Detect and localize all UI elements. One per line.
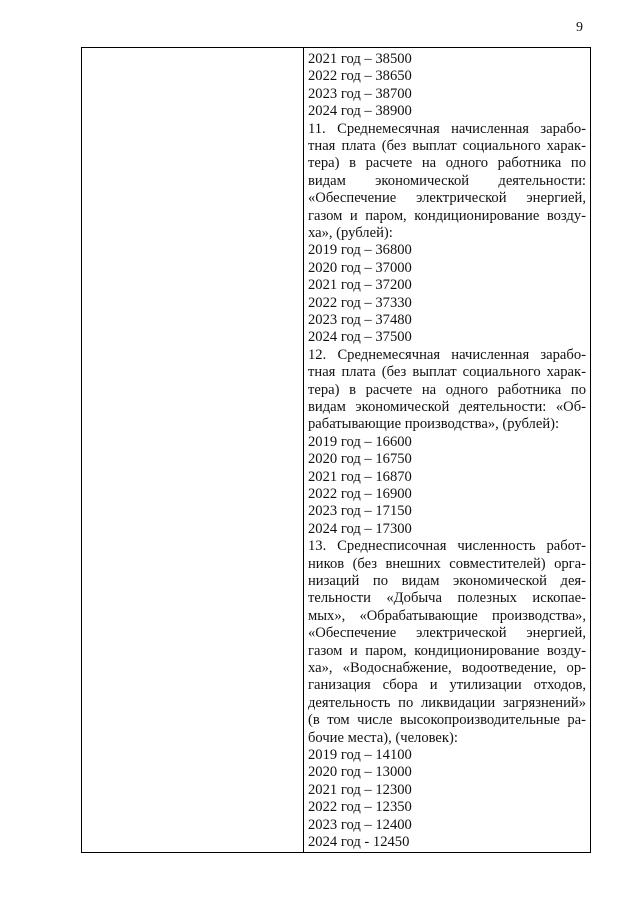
text-line: 2023 год – 12400	[308, 816, 412, 833]
text-line: 2024 год – 37500	[308, 329, 412, 346]
text-line: тная плата (без выплат социального харак-	[308, 364, 586, 381]
text-line: видам экономической деятельности:	[308, 172, 586, 189]
text-line: тера) в расчете на одного работника по	[308, 155, 586, 172]
text-line: 2024 год – 38900	[308, 103, 412, 120]
text-line: тельности «Добыча полезных ископае-	[308, 590, 586, 607]
text-line: бочие места), (человек):	[308, 729, 458, 746]
text-line: тная плата (без выплат социального харак-	[308, 138, 586, 155]
document-table	[81, 47, 591, 853]
text-line: ха», (рублей):	[308, 224, 393, 241]
text-line: 2024 год - 12450	[308, 833, 410, 850]
table-left-cell	[82, 48, 304, 852]
text-line: рабатывающие производства», (рублей):	[308, 416, 560, 433]
text-line: низаций по видам экономической дея-	[308, 573, 586, 589]
text-line: газом и паром, кондиционирование возду-	[308, 642, 586, 659]
text-line: 2019 год – 14100	[308, 746, 412, 763]
text-line: 2020 год – 37000	[308, 259, 412, 276]
text-line: 2023 год – 38700	[308, 85, 412, 102]
text-line: 12. Среднемесячная начисленная зарабо-	[308, 346, 586, 363]
text-line: 13. Среднесписочная численность работ-	[308, 538, 586, 555]
text-line: газом и паром, кондиционирование возду-	[308, 207, 586, 224]
text-line: (в том числе высокопроизводительные ра-	[308, 712, 586, 729]
text-line: 2024 год – 17300	[308, 520, 412, 537]
text-line: 2021 год – 37200	[308, 277, 412, 294]
text-line: видам экономической деятельности: «Об-	[308, 398, 586, 415]
text-line: 2022 год – 16900	[308, 486, 412, 502]
text-line: «Обеспечение электрической энергией,	[308, 625, 586, 642]
text-line: 2023 год – 17150	[308, 503, 412, 520]
text-line: 2022 год – 37330	[308, 294, 412, 311]
text-line: 2019 год – 36800	[308, 242, 412, 259]
text-line: деятельность по ликвидации загрязнений»	[308, 694, 586, 711]
text-line: 2022 год – 12350	[308, 799, 412, 816]
text-line: 11. Среднемесячная начисленная зарабо-	[308, 120, 586, 137]
text-line: тера) в расчете на одного работника по	[308, 381, 586, 398]
table-right-cell	[308, 51, 586, 851]
text-line: 2021 год – 38500	[308, 51, 412, 67]
text-line: 2022 год – 38650	[308, 68, 412, 85]
text-line: 2020 год – 13000	[308, 764, 412, 781]
text-line: 2019 год – 16600	[308, 433, 412, 450]
text-line: 2021 год – 16870	[308, 468, 412, 485]
text-line: мых», «Обрабатывающие производства»,	[308, 607, 586, 624]
text-line: 2020 год – 16750	[308, 451, 412, 468]
text-line: «Обеспечение электрической энергией,	[308, 190, 586, 207]
text-line: ников (без внешних совместителей) орга-	[308, 555, 586, 572]
page-number: 9	[576, 20, 583, 35]
text-line: 2023 год – 37480	[308, 312, 412, 328]
text-line: 2021 год – 12300	[308, 781, 412, 798]
text-line: ха», «Водоснабжение, водоотведение, ор-	[308, 659, 586, 676]
text-line: ганизация сбора и утилизации отходов,	[308, 677, 586, 694]
